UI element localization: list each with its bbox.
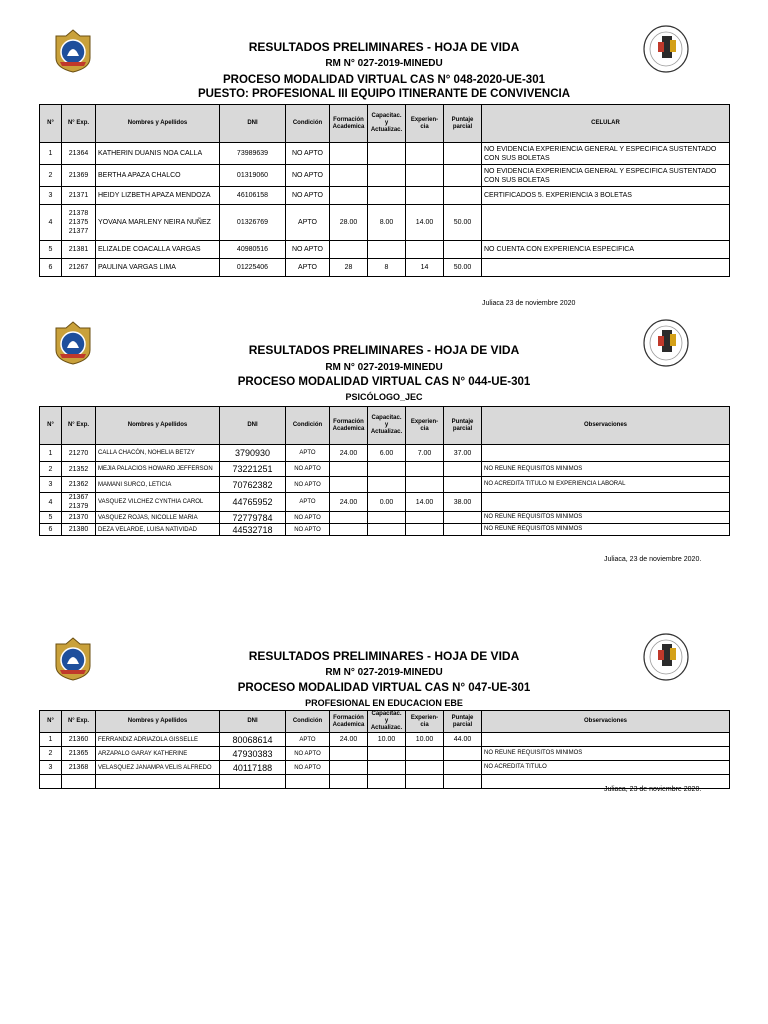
table-cell xyxy=(444,165,482,187)
section-2-process: PROCESO MODALIDAD VIRTUAL CAS N° 044-UE-301 xyxy=(237,376,531,388)
table-row xyxy=(40,462,730,477)
table-row xyxy=(40,477,730,493)
header-cell: Formación Academica xyxy=(330,105,368,143)
section-2-footer-date: Juliaca, 23 de noviembre 2020. xyxy=(604,556,702,563)
table-cell: 1 xyxy=(40,143,62,165)
table-cell: 24.00 xyxy=(330,733,368,747)
table-cell xyxy=(444,775,482,789)
header-cell: Condición xyxy=(286,711,330,733)
table-cell: 14.00 xyxy=(406,493,444,512)
table-cell: 4 xyxy=(40,205,62,241)
table-cell xyxy=(444,512,482,524)
table-cell: 38.00 xyxy=(444,493,482,512)
table-header-row xyxy=(40,105,730,143)
table-cell: 6 xyxy=(40,524,62,536)
table-cell xyxy=(406,747,444,761)
table-row xyxy=(40,512,730,524)
section-3-table xyxy=(39,710,730,789)
table-cell xyxy=(368,462,406,477)
table-cell: MEJIA PALACIOS HOWARD JEFFERSON xyxy=(96,462,220,477)
table-cell xyxy=(444,241,482,259)
table-cell: 21380 xyxy=(62,524,96,536)
table-cell: APTO xyxy=(286,445,330,462)
table-cell: 3 xyxy=(40,477,62,493)
header-cell: Puntaje parcial xyxy=(444,407,482,445)
table-cell: 44765952 xyxy=(220,493,286,512)
table-cell xyxy=(330,477,368,493)
table-cell: 21368 xyxy=(62,761,96,775)
header-cell: Condición xyxy=(286,407,330,445)
table-cell xyxy=(330,761,368,775)
table-cell: DEZA VELARDE, LUISA NATIVIDAD xyxy=(96,524,220,536)
table-cell: 01225406 xyxy=(220,259,286,277)
table-cell: VASQUEZ VILCHEZ CYNTHIA CAROL xyxy=(96,493,220,512)
table-cell: 4 xyxy=(40,493,62,512)
table-cell: NO APTO xyxy=(286,143,330,165)
header-cell: Experien-cia xyxy=(406,407,444,445)
table-cell xyxy=(62,775,96,789)
table-cell: 21267 xyxy=(62,259,96,277)
table-cell xyxy=(406,775,444,789)
table-cell xyxy=(368,477,406,493)
header-cell: Experien-cia xyxy=(406,105,444,143)
table-cell: VASQUEZ ROJAS, NICOLLE MARIA xyxy=(96,512,220,524)
table-cell xyxy=(482,205,730,241)
table-cell: 46106158 xyxy=(220,187,286,205)
table-header-row xyxy=(40,711,730,733)
header-cell: Nombres y Apellidos xyxy=(96,711,220,733)
header-cell: N° Exp. xyxy=(62,407,96,445)
table-cell: CERTIFICADOS 5. EXPERIENCIA 3 BOLETAS xyxy=(482,187,730,205)
table-cell: 28 xyxy=(330,259,368,277)
table-row xyxy=(40,143,730,165)
table-cell: 21362 xyxy=(62,477,96,493)
section-3-position: PROFESIONAL EN EDUCACION EBE xyxy=(305,698,463,708)
table-cell: 44.00 xyxy=(444,733,482,747)
table-cell: 80068614 xyxy=(220,733,286,747)
header-cell: Condición xyxy=(286,105,330,143)
table-cell: 40980516 xyxy=(220,241,286,259)
table-cell xyxy=(444,747,482,761)
header-cell: Observaciones xyxy=(482,407,730,445)
table-cell xyxy=(368,143,406,165)
header-cell: N° Exp. xyxy=(62,711,96,733)
table-row xyxy=(40,241,730,259)
header-cell: Capacitac. y Actualizac. xyxy=(368,105,406,143)
table-cell: 47930383 xyxy=(220,747,286,761)
table-row xyxy=(40,205,730,241)
table-cell: NO CUENTA CON EXPERIENCIA ESPECIFICA xyxy=(482,241,730,259)
table-cell: 5 xyxy=(40,512,62,524)
header-cell: N° xyxy=(40,711,62,733)
header-cell: Capacitac. y Actualizac. xyxy=(368,711,406,733)
table-cell: NO EVIDENCIA EXPERIENCIA GENERAL Y ESPECIFICA SUSTENTADO CON SUS BOLETAS xyxy=(482,165,730,187)
table-cell xyxy=(406,143,444,165)
table-cell: 8.00 xyxy=(368,205,406,241)
header-cell: CELULAR xyxy=(482,105,730,143)
table-cell: NO APTO xyxy=(286,187,330,205)
table-cell: 14 xyxy=(406,259,444,277)
table-cell: 6.00 xyxy=(368,445,406,462)
table-cell: 7.00 xyxy=(406,445,444,462)
table-cell xyxy=(444,462,482,477)
table-cell xyxy=(286,775,330,789)
table-cell: NO APTO xyxy=(286,512,330,524)
table-cell: 21352 xyxy=(62,462,96,477)
table-cell: NO REUNE REQUISITOS MINIMOS xyxy=(482,512,730,524)
table-cell xyxy=(220,775,286,789)
table-cell xyxy=(96,775,220,789)
table-cell: 2 xyxy=(40,165,62,187)
section-1-position: PUESTO: PROFESIONAL III EQUIPO ITINERANTE DE CONVIVENCIA xyxy=(197,88,571,100)
section-1-table xyxy=(39,104,730,277)
section-2-rm: RM N° 027-2019-MINEDU xyxy=(325,362,443,373)
table-cell: 6 xyxy=(40,259,62,277)
table-cell: 50.00 xyxy=(444,205,482,241)
table-cell xyxy=(330,187,368,205)
table-cell: 21364 xyxy=(62,143,96,165)
table-cell: 21360 xyxy=(62,733,96,747)
table-cell xyxy=(444,761,482,775)
table-row xyxy=(40,445,730,462)
header-cell: DNI xyxy=(220,407,286,445)
table-cell xyxy=(368,524,406,536)
table-cell: 5 xyxy=(40,241,62,259)
table-cell xyxy=(368,187,406,205)
table-cell xyxy=(368,761,406,775)
section-1-title: RESULTADOS PRELIMINARES - HOJA DE VIDA xyxy=(248,40,520,54)
header-cell: Nombres y Apellidos xyxy=(96,105,220,143)
table-cell: 24.00 xyxy=(330,445,368,462)
table-cell: 21369 xyxy=(62,165,96,187)
table-cell: 14.00 xyxy=(406,205,444,241)
table-cell: 3 xyxy=(40,761,62,775)
table-cell xyxy=(330,462,368,477)
header-cell: Puntaje parcial xyxy=(444,711,482,733)
table-cell: 28.00 xyxy=(330,205,368,241)
table-cell xyxy=(368,512,406,524)
table-cell: 10.00 xyxy=(368,733,406,747)
table-row xyxy=(40,493,730,512)
header-cell: Capacitac. y Actualizac. xyxy=(368,407,406,445)
table-cell: MAMANI SURCO, LETICIA xyxy=(96,477,220,493)
table-cell: 2 xyxy=(40,747,62,761)
table-cell: 21270 xyxy=(62,445,96,462)
table-cell: NO REUNE REQUISITOS MINIMOS xyxy=(482,462,730,477)
table-cell: 2 xyxy=(40,462,62,477)
table-cell: 73221251 xyxy=(220,462,286,477)
table-cell: NO APTO xyxy=(286,462,330,477)
table-row xyxy=(40,165,730,187)
table-cell: 1 xyxy=(40,445,62,462)
table-cell: KATHERIN DUANIS NOA CALLA xyxy=(96,143,220,165)
table-row xyxy=(40,524,730,536)
table-cell xyxy=(444,477,482,493)
table-cell: 37.00 xyxy=(444,445,482,462)
table-cell xyxy=(406,477,444,493)
table-cell: 21365 xyxy=(62,747,96,761)
table-cell xyxy=(368,747,406,761)
table-cell xyxy=(482,445,730,462)
table-cell: NO ACREDITA TITULO xyxy=(482,761,730,775)
table-cell xyxy=(330,747,368,761)
table-cell xyxy=(368,165,406,187)
table-cell xyxy=(406,241,444,259)
table-cell: 72779784 xyxy=(220,512,286,524)
table-cell: APTO xyxy=(286,205,330,241)
table-cell: 44532718 xyxy=(220,524,286,536)
table-cell: NO APTO xyxy=(286,761,330,775)
section-1-rm: RM N° 027-2019-MINEDU xyxy=(325,58,443,69)
table-cell: 01326769 xyxy=(220,205,286,241)
table-cell: 0.00 xyxy=(368,493,406,512)
table-cell xyxy=(330,165,368,187)
section-1-footer-date: Juliaca 23 de noviembre 2020 xyxy=(482,300,576,307)
table-cell: 8 xyxy=(368,259,406,277)
table-cell: NO APTO xyxy=(286,165,330,187)
table-cell: YOVANA MARLENY NEIRA NUÑEZ xyxy=(96,205,220,241)
table-row xyxy=(40,187,730,205)
header-cell: N° xyxy=(40,407,62,445)
table-cell: APTO xyxy=(286,493,330,512)
table-cell: 10.00 xyxy=(406,733,444,747)
table-cell xyxy=(482,259,730,277)
table-cell: 40117188 xyxy=(220,761,286,775)
table-cell xyxy=(368,241,406,259)
table-cell xyxy=(330,775,368,789)
header-cell: Puntaje parcial xyxy=(444,105,482,143)
table-cell: 3 xyxy=(40,187,62,205)
table-cell xyxy=(330,512,368,524)
table-cell xyxy=(444,143,482,165)
section-3-title: RESULTADOS PRELIMINARES - HOJA DE VIDA xyxy=(248,649,520,663)
table-cell xyxy=(368,775,406,789)
table-cell: 24.00 xyxy=(330,493,368,512)
header-cell: DNI xyxy=(220,711,286,733)
table-cell: HEIDY LIZBETH APAZA MENDOZA xyxy=(96,187,220,205)
table-cell: 70762382 xyxy=(220,477,286,493)
section-3-footer-date: Juliaca, 23 de noviembre 2020. xyxy=(604,786,702,793)
table-cell: APTO xyxy=(286,733,330,747)
header-cell: Experien-cia xyxy=(406,711,444,733)
header-cell: N° Exp. xyxy=(62,105,96,143)
table-cell: BERTHA APAZA CHALCO xyxy=(96,165,220,187)
table-cell: NO REUNE REQUISITOS MINIMOS xyxy=(482,747,730,761)
table-cell: VELASQUEZ JANAMPA VELIS ALFREDO xyxy=(96,761,220,775)
table-cell xyxy=(406,761,444,775)
table-cell xyxy=(482,493,730,512)
table-cell: 21370 xyxy=(62,512,96,524)
table-cell: NO APTO xyxy=(286,241,330,259)
table-cell xyxy=(406,187,444,205)
header-cell: Formación Academica xyxy=(330,711,368,733)
table-row xyxy=(40,259,730,277)
table-cell: 21371 xyxy=(62,187,96,205)
table-cell: NO EVIDENCIA EXPERIENCIA GENERAL Y ESPECIFICA SUSTENTADO CON SUS BOLETAS xyxy=(482,143,730,165)
table-row xyxy=(40,761,730,775)
table-cell: NO APTO xyxy=(286,747,330,761)
table-cell: NO APTO xyxy=(286,477,330,493)
table-cell: 3790930 xyxy=(220,445,286,462)
table-cell: 73989639 xyxy=(220,143,286,165)
table-cell: NO REUNE REQUISITOS MINIMOS xyxy=(482,524,730,536)
table-cell xyxy=(444,187,482,205)
table-header-row xyxy=(40,407,730,445)
table-cell: 1 xyxy=(40,733,62,747)
table-cell: NO APTO xyxy=(286,524,330,536)
section-2-title: RESULTADOS PRELIMINARES - HOJA DE VIDA xyxy=(248,343,520,357)
table-cell xyxy=(40,775,62,789)
header-cell: N° xyxy=(40,105,62,143)
table-row xyxy=(40,733,730,747)
table-cell: APTO xyxy=(286,259,330,277)
table-cell xyxy=(482,733,730,747)
table-cell: 21367 21379 xyxy=(62,493,96,512)
section-1-process: PROCESO MODALIDAD VIRTUAL CAS N° 048-2020-UE-301 xyxy=(223,74,545,86)
section-3-rm: RM N° 027-2019-MINEDU xyxy=(325,667,443,678)
table-cell: CALLA CHACÓN, NOHELIA BETZY xyxy=(96,445,220,462)
table-cell: 21381 xyxy=(62,241,96,259)
table-cell: ELIZALDE COACALLA VARGAS xyxy=(96,241,220,259)
section-3-process: PROCESO MODALIDAD VIRTUAL CAS N° 047-UE-301 xyxy=(237,682,531,694)
table-cell: ARZAPALO GARAY KATHERINE xyxy=(96,747,220,761)
table-cell xyxy=(330,241,368,259)
table-cell: 21378 21375 21377 xyxy=(62,205,96,241)
header-cell: Observaciones xyxy=(482,711,730,733)
table-cell xyxy=(406,165,444,187)
header-cell: DNI xyxy=(220,105,286,143)
table-cell xyxy=(330,143,368,165)
table-cell: FERRANDIZ ADRIAZOLA GISSELLE xyxy=(96,733,220,747)
table-cell: PAULINA VARGAS LIMA xyxy=(96,259,220,277)
header-cell: Formación Academica xyxy=(330,407,368,445)
table-cell xyxy=(406,462,444,477)
section-2-table xyxy=(39,406,730,536)
table-cell xyxy=(406,524,444,536)
table-cell: NO ACREDITA TITULO NI EXPERIENCIA LABORAL xyxy=(482,477,730,493)
table-cell xyxy=(406,512,444,524)
table-cell xyxy=(444,524,482,536)
section-2-position: PSICÓLOGO_JEC xyxy=(345,392,423,402)
table-cell: 50.00 xyxy=(444,259,482,277)
table-row xyxy=(40,747,730,761)
table-cell xyxy=(330,524,368,536)
table-cell: 01319060 xyxy=(220,165,286,187)
header-cell: Nombres y Apellidos xyxy=(96,407,220,445)
